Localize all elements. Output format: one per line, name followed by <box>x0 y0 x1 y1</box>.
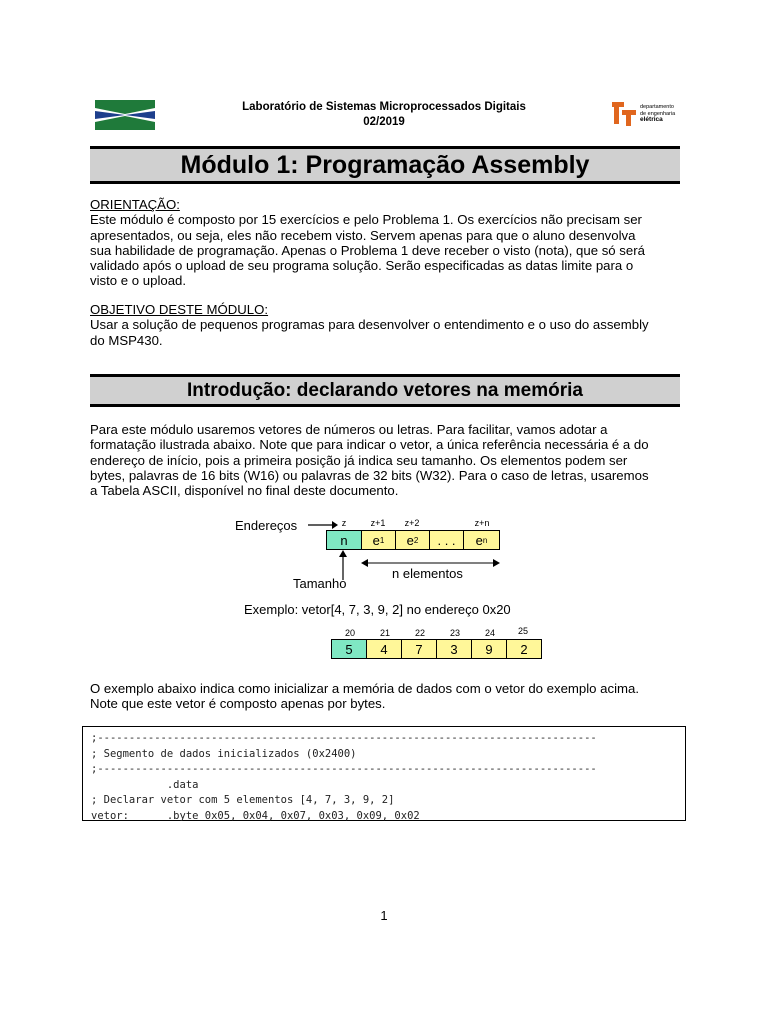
example-addr: 20 <box>344 628 355 638</box>
section-title-bar <box>90 374 680 407</box>
code-line: ;------------------------------------------------------------------------------- <box>91 763 597 776</box>
objetivo-section <box>90 302 680 348</box>
addr-label: z+1 <box>370 518 386 528</box>
cell-ellipsis: . . . <box>429 530 464 550</box>
intro-line: a Tabela ASCII, disponível no final deste documento. <box>90 483 399 499</box>
code-line: ; Declarar vetor com 5 elementos [4, 7, 3, 9, 2] <box>91 794 395 807</box>
example-cell: 4 <box>366 639 402 659</box>
cell-en: e n <box>463 530 500 550</box>
example-addr: 23 <box>449 628 460 638</box>
example-addr: 25 <box>517 626 528 636</box>
example-cell: 3 <box>436 639 472 659</box>
example-title: Exemplo: vetor[4, 7, 3, 9, 2] no endereço 0x20 <box>244 602 511 617</box>
ene-logo-line2: de engenharia <box>640 110 676 117</box>
example-cell: 9 <box>471 639 507 659</box>
ene-logo <box>610 98 685 130</box>
intro-line: endereço de início, pois a primeira posição já indica seu tamanho. Os elementos podem ser <box>90 452 628 468</box>
intro-line: Para este módulo usaremos vetores de números ou letras. Para facilitar, vamos adotar a <box>90 422 608 437</box>
arrow-right-icon <box>308 520 338 530</box>
orientacao-section <box>90 197 680 289</box>
tamanho-label: Tamanho <box>293 576 347 591</box>
example-addr: 24 <box>484 628 495 638</box>
example-cell: 7 <box>401 639 437 659</box>
addr-label: z+n <box>474 518 490 528</box>
after-figure-line: Note que este vetor é composto apenas por bytes. <box>90 696 386 712</box>
example-addr: 22 <box>414 628 425 638</box>
intro-line: formatação ilustrada abaixo. Note que para indicar o vetor, a única referência necessária é a do <box>90 437 649 453</box>
orientacao-line: sua habilidade de programação. Apenas o Problema 1 deve receber o visto (nota), que só será <box>90 242 645 258</box>
vector-figure <box>220 510 550 665</box>
code-line: vetor: .byte 0x05, 0x04, 0x07, 0x03, 0x09, 0x02 <box>91 809 420 822</box>
after-figure-paragraph <box>90 681 680 712</box>
main-title-bar <box>90 146 680 184</box>
enderecos-label: Endereços <box>235 518 298 533</box>
objetivo-heading: OBJETIVO DESTE MÓDULO: <box>90 302 269 317</box>
code-line: ; Segmento de dados inicializados (0x2400) <box>91 747 357 760</box>
orientacao-heading: ORIENTAÇÃO: <box>90 197 180 212</box>
ene-logo-line3: elétrica <box>640 116 663 123</box>
ene-logo-icon <box>610 98 638 128</box>
header-title: Laboratório de Sistemas Microprocessados Digitais <box>242 101 526 113</box>
addr-label: z <box>341 518 347 528</box>
objetivo-line: Usar a solução de pequenos programas para desenvolver o entendimento e o uso do assembly <box>90 317 649 333</box>
orientacao-line: validado após o upload de seu programa solução. Serão especificadas as datas limite para o <box>90 258 634 274</box>
code-line: ;------------------------------------------------------------------------------- <box>91 732 597 744</box>
code-block <box>82 726 686 821</box>
intro-paragraph <box>90 422 680 498</box>
cell-e1: e 1 <box>361 530 396 550</box>
intro-line: bytes, palavras de 16 bits (W16) ou palavras de 32 bits (W32). Para o caso de letras, usaremos <box>90 467 649 483</box>
example-cell: 5 <box>331 639 367 659</box>
orientacao-line: apresentados, ou seja, eles não recebem visto. Servem apenas para que o aluno desenvolva <box>90 227 636 243</box>
header-date: 02/2019 <box>363 116 405 128</box>
cell-size: n <box>326 530 362 550</box>
orientacao-line: Este módulo é composto por 15 exercícios e pelo Problema 1. Os exercícios não precisam ser <box>90 212 642 228</box>
after-figure-line: O exemplo abaixo indica como inicializar a memória de dados com o vetor do exemplo acima. <box>90 681 640 696</box>
addr-label: z+2 <box>404 518 420 528</box>
main-title: Módulo 1: Programação Assembly <box>180 150 590 179</box>
ene-logo-line1: departamento <box>640 104 674 110</box>
example-cell: 2 <box>506 639 542 659</box>
n-elementos-label: n elementos <box>392 566 463 581</box>
cell-e2: e 2 <box>395 530 430 550</box>
code-line: .data <box>91 778 199 791</box>
objetivo-line: do MSP430. <box>90 332 163 348</box>
page-number: 1 <box>380 908 388 923</box>
orientacao-line: visto e o upload. <box>90 273 187 289</box>
section-title: Introdução: declarando vetores na memória <box>187 379 583 401</box>
example-addr: 21 <box>379 628 390 638</box>
